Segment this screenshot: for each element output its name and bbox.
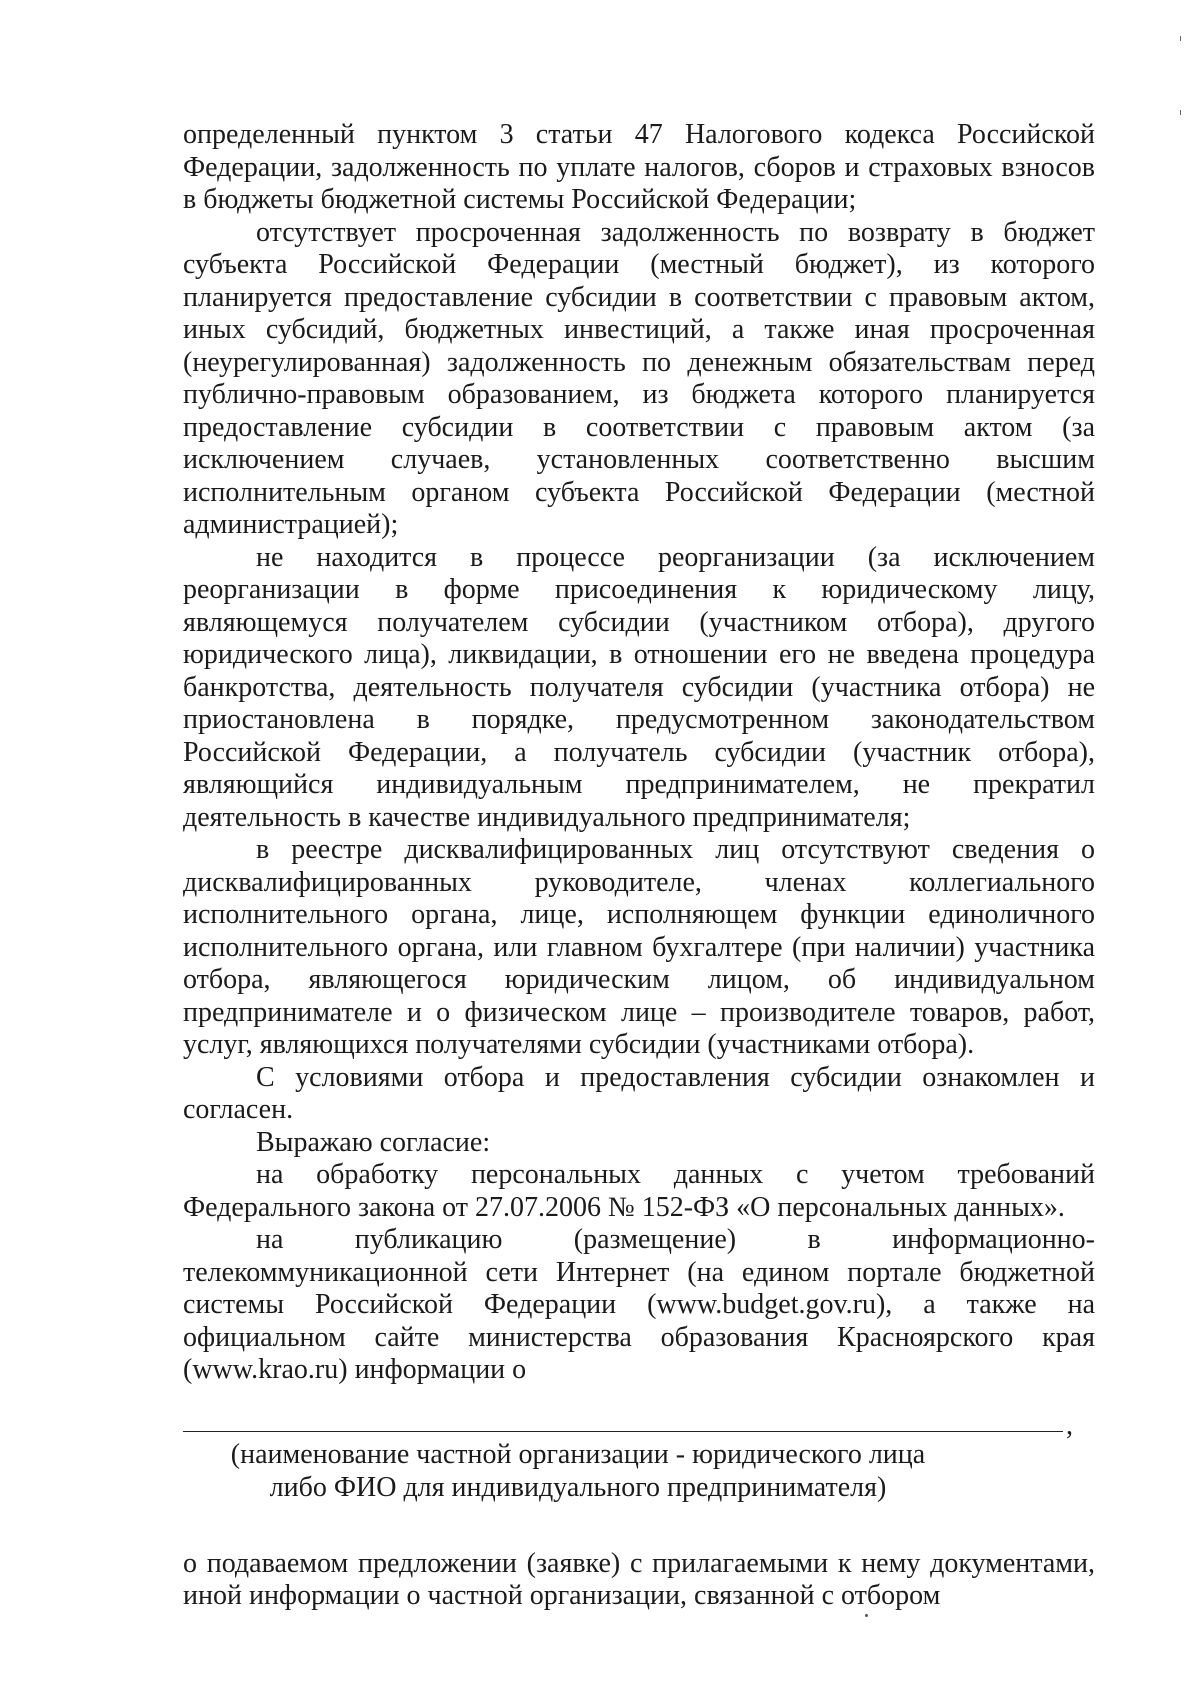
paragraph-consent-heading: Выражаю согласие: bbox=[256, 1126, 491, 1158]
paragraph-disqualified-registry: в реестре дисквалифицированных лиц отсутствуют сведения о дисквалифицированных руководителе, членах коллегиального исполнительного органа, лице, исполняющем функции единоличного исполнительного органа, или главном бухгалтере (при наличии) участника отбора, являющегося юридическим лицом, об индивидуальном предпринимателе и о физическом лице – производителе товаров, работ, услуг, являющихся получателями субсидии (участниками отбора). bbox=[183, 834, 1095, 1060]
organization-name-blank bbox=[183, 1401, 1073, 1441]
paragraph-conditions-accepted: С условиями отбора и предоставления субсидии ознакомлен и согласен. bbox=[183, 1061, 1095, 1125]
caption-line-1: (наименование частной организации - юридического лица bbox=[230, 1438, 926, 1470]
caption-line-2: либо ФИО для индивидуального предпринимателя) bbox=[269, 1471, 887, 1503]
paragraph-personal-data-consent: на обработку персональных данных с учетом требований Федерального закона от 27.07.2006 № 152-ФЗ «О персональных данных». bbox=[183, 1159, 1095, 1223]
paragraph-reorganization: не находится в процессе реорганизации (за исключением реорганизации в форме присоединения к юридическому лицу, являющемуся получателем субсидии (участником отбора), другого юридического лица), ликвидации, в отношении его не введена процедура банкротства, деятельность получателя субсидии (участника отбора) не приостановлена в порядке, предусмотренном законодательством Российской Федерации, а получатель субсидии (участник отбора), являющийся индивидуальным предпринимателем, не прекратил деятельность в качестве индивидуального предпринимателя; bbox=[183, 541, 1095, 833]
paragraph-publication-consent: на публикацию (размещение) в информационно-телекоммуникационной сети Интернет (на едином портале бюджетной системы Российской Федерации (www.budget.gov.ru), а также на официальном сайте министерства образования Красноярского края (www.krao.ru) информации о bbox=[183, 1224, 1095, 1385]
document-body bbox=[183, 119, 1095, 1613]
blank-caption bbox=[183, 1438, 973, 1504]
paragraph-overdue-debt: отсутствует просроченная задолженность по возврату в бюджет субъекта Российской Федерации (местный бюджет), из которого планируется предоставление субсидии в соответствии с правовым актом, иных субсидий, бюджетных инвестиций, а также иная просроченная (неурегулированная) задолженность по денежным обязательствам перед публично-правовым образованием, из бюджета которого планируется предоставление субсидии в соответствии с правовым актом (за исключением случаев, установленных соответственно высшим исполнительным органом субъекта Российской Федерации (местной администрацией); bbox=[183, 216, 1095, 540]
scan-artifact bbox=[865, 1614, 868, 1617]
paragraph-closing: о подаваемом предложении (заявке) с прилагаемыми к нему документами, иной информации о частной организации, связанной с отбором bbox=[183, 1547, 1095, 1611]
paragraph-tax-debt: определенный пунктом 3 статьи 47 Налогового кодекса Российской Федерации, задолженность по уплате налогов, сборов и страховых взносов в бюджеты бюджетной системы Российской Федерации; bbox=[183, 119, 1095, 215]
scan-artifact bbox=[1180, 110, 1181, 115]
scan-artifact bbox=[1180, 36, 1181, 41]
blank-comma: , bbox=[1066, 1410, 1073, 1441]
